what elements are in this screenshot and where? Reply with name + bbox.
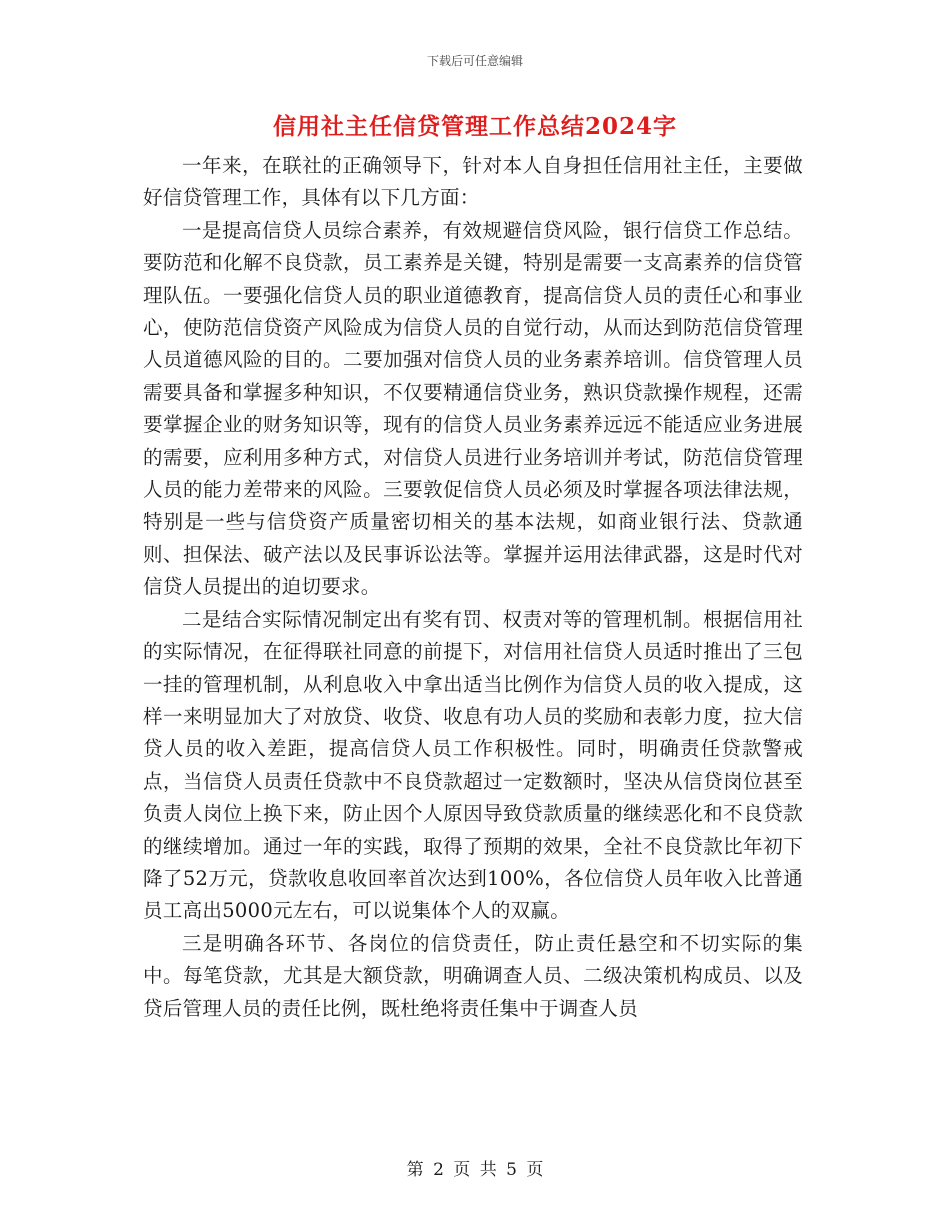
document-body [143,150,803,1025]
paragraph-intro: 一年来，在联社的正确领导下，针对本人自身担任信用社主任，主要做好信贷管理工作，具体有以下几方面： [143,154,803,210]
paragraph-two: 二是结合实际情况制定出有奖有罚、权责对等的管理机制。根据信用社的实际情况，在征得联社同意的前提下，对信用社信贷人员适时推出了三包一挂的管理机制，从利息收入中拿出适当比例作为信贷人员的收入提成，这样一来明显加大了对放贷、收贷、收息有功人员的奖励和表彰力度，拉大信贷人员的收入差距，提高信贷人员工作积极性。同时，明确责任贷款警戒点，当信贷人员责任贷款中不良贷款超过一定数额时，坚决从信贷岗位甚至负责人岗位上换下来，防止因个人原因导致贷款质量的继续恶化和不良贷款的继续增加。通过一年的实践，取得了预期的效果，全社不良贷款比年初下降了52万元，贷款收息收回率首次达到100%，各位信贷人员年收入比普通员工高出5000元左右，可以说集体个人的双赢。 [143,607,803,923]
header-note: 下载后可任意编辑 [426,54,523,68]
paragraph-three: 三是明确各环节、各岗位的信贷责任，防止责任悬空和不切实际的集中。每笔贷款，尤其是大额贷款，明确调查人员、二级决策机构成员、以及贷后管理人员的责任比例，既杜绝将责任集中于调查人员 [143,931,803,1020]
paragraph-one: 一是提高信贷人员综合素养，有效规避信贷风险，银行信贷工作总结。要防范和化解不良贷款，员工素养是关键，特别是需要一支高素养的信贷管理队伍。一要强化信贷人员的职业道德教育，提高信贷人员的责任心和事业心，使防范信贷资产风险成为信贷人员的自觉行动，从而达到防范信贷管理人员道德风险的目的。二要加强对信贷人员的业务素养培训。信贷管理人员需要具备和掌握多种知识，不仅要精通信贷业务，熟识贷款操作规程，还需要掌握企业的财务知识等，现有的信贷人员业务素养远远不能适应业务进展的需要，应利用多种方式，对信贷人员进行业务培训并考试，防范信贷管理人员的能力差带来的风险。三要敦促信贷人员必须及时掌握各项法律法规，特别是一些与信贷资产质量密切相关的基本法规，如商业银行法、贷款通则、担保法、破产法以及民事诉讼法等。掌握并运用法律武器，这是时代对信贷人员提出的迫切要求。 [143,218,803,599]
page-indicator: 第 2 页 共 5 页 [406,1160,544,1180]
document-title: 信用社主任信贷管理工作总结2024字 [272,113,677,140]
